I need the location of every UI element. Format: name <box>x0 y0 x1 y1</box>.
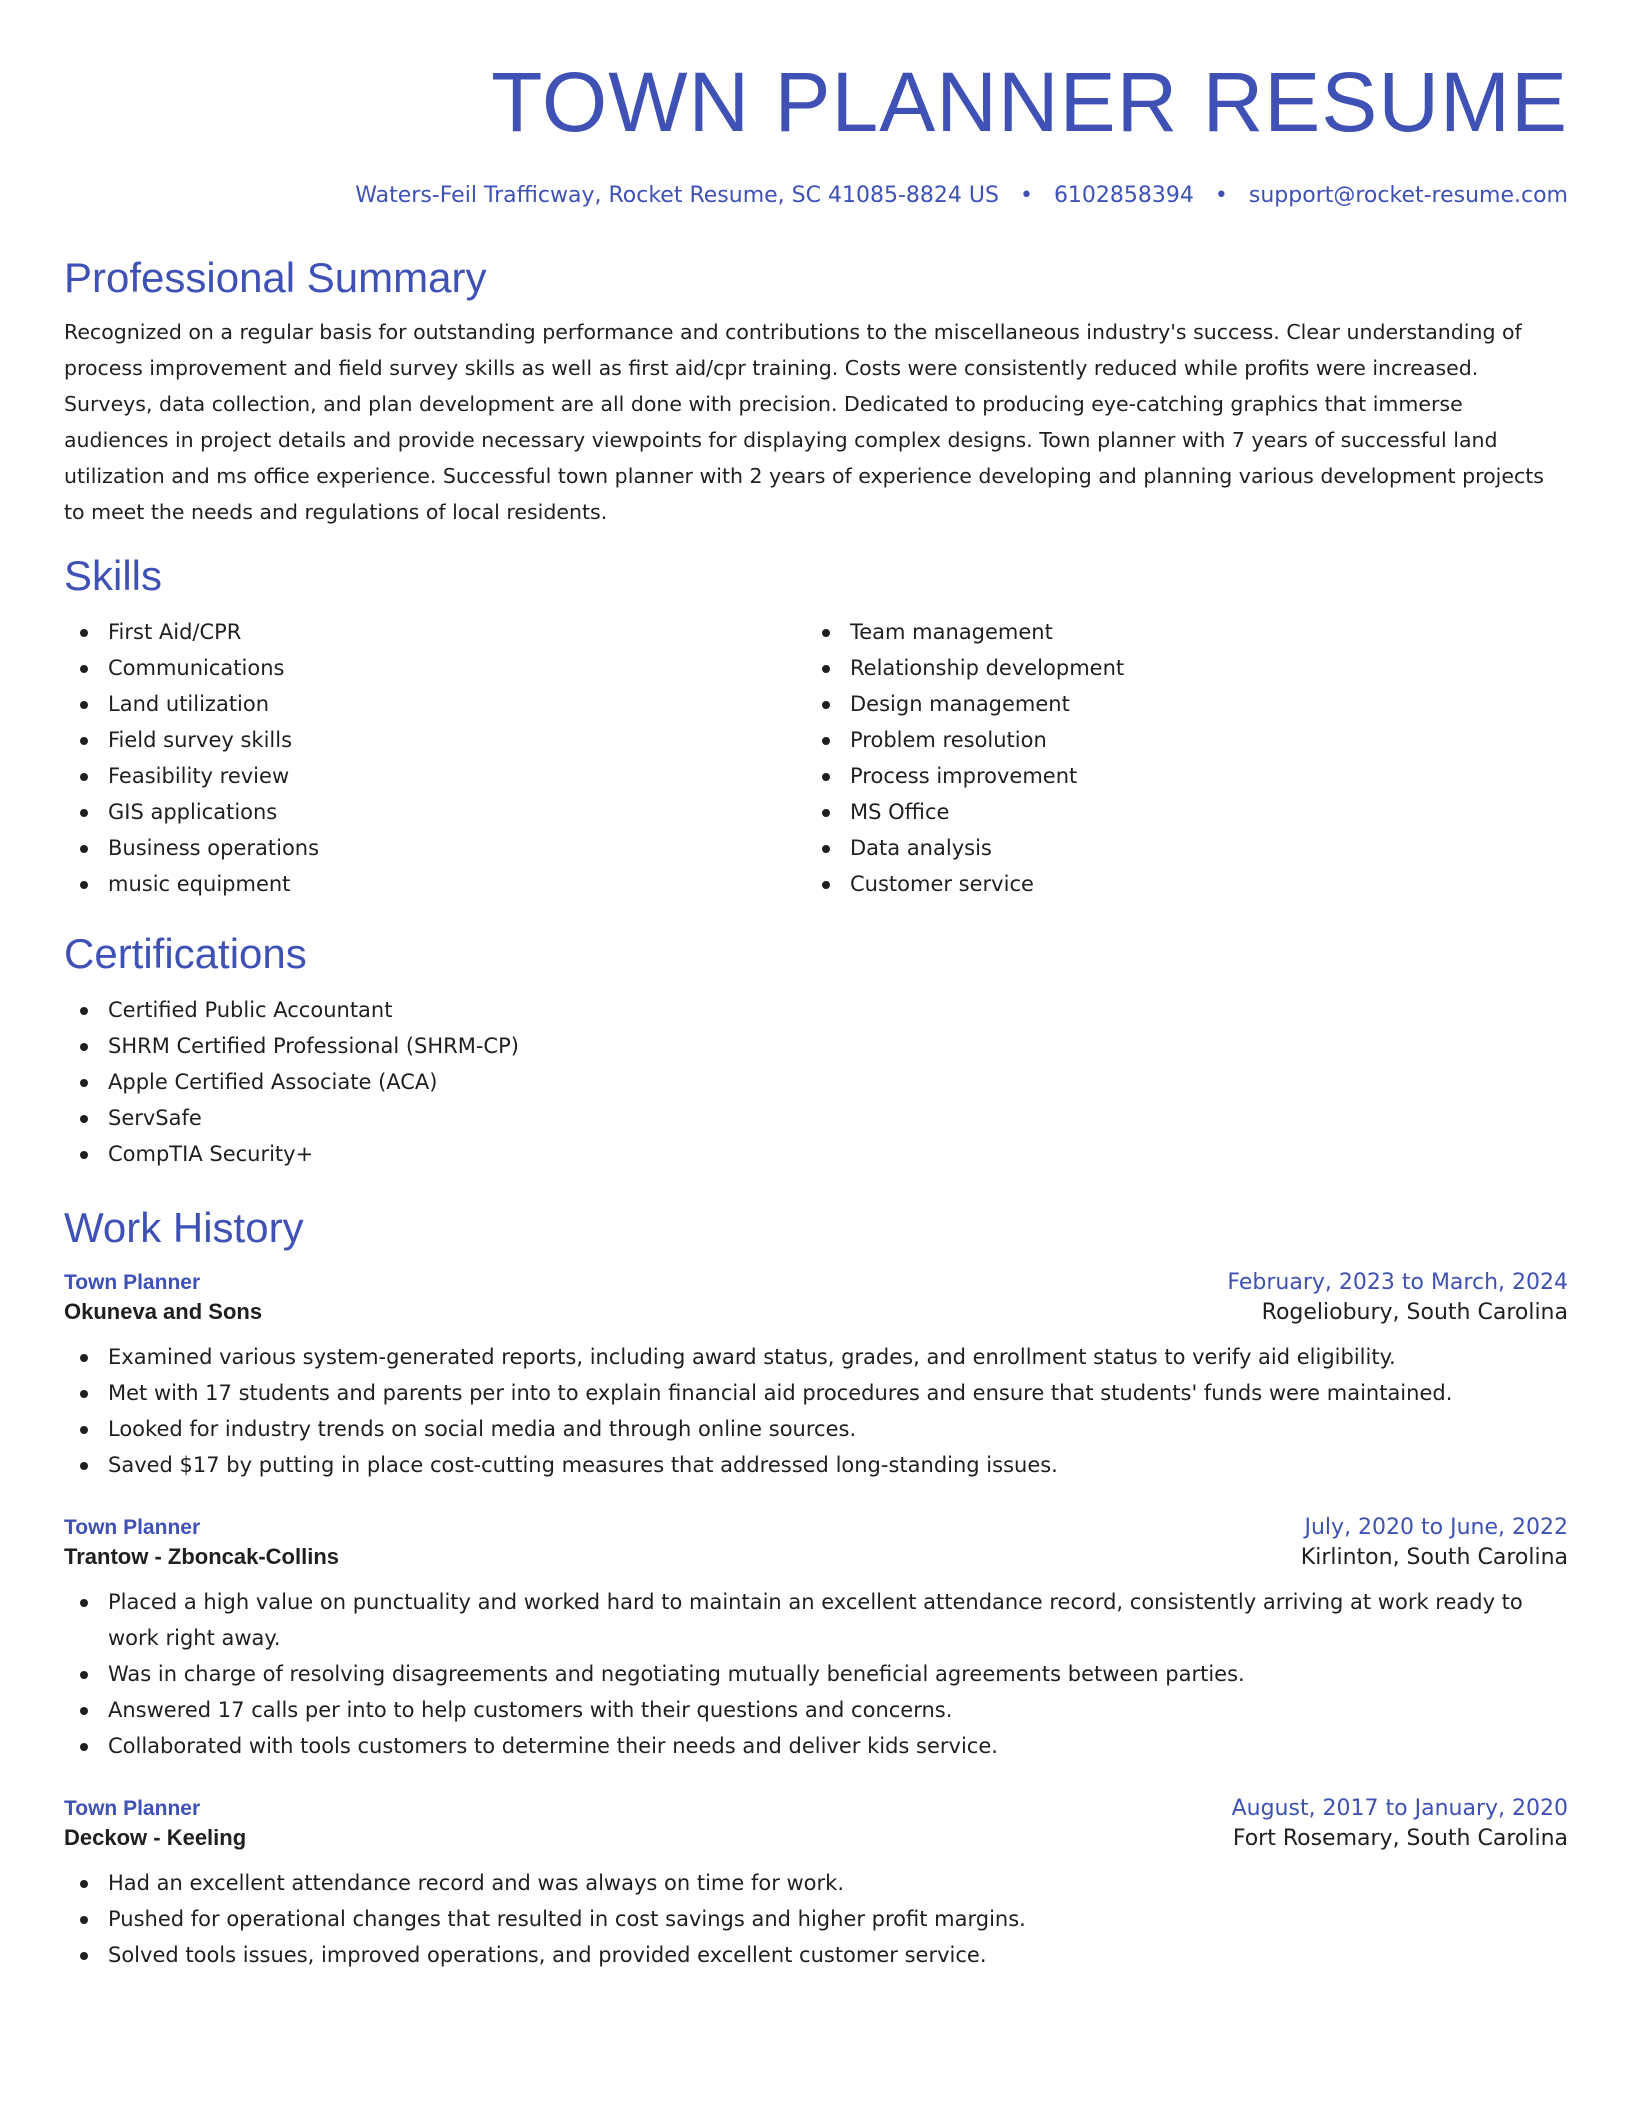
job-location: Fort Rosemary, South Carolina <box>1232 1826 1568 1851</box>
job-dates: February, 2023 to March, 2024 <box>1227 1270 1568 1295</box>
job-location: Kirlinton, South Carolina <box>1300 1545 1568 1570</box>
skill-item: Business operations <box>64 830 806 866</box>
contact-separator: • <box>1019 183 1033 208</box>
skill-item: Data analysis <box>806 830 1548 866</box>
job-title: Town Planner <box>64 1271 201 1294</box>
skills-list <box>64 614 1568 902</box>
skill-item: music equipment <box>64 866 806 902</box>
job-duty: Pushed for operational changes that resulted in cost savings and higher profit margins. <box>64 1901 1568 1937</box>
contact-address: Waters-Feil Trafficway, Rocket Resume, SC 41085-8824 US <box>355 183 999 208</box>
skill-item: Customer service <box>806 866 1548 902</box>
certification-item: Certified Public Accountant <box>64 992 1568 1028</box>
skill-item: Land utilization <box>64 686 806 722</box>
job-duty: Collaborated with tools customers to determine their needs and deliver kids service. <box>64 1728 1568 1764</box>
skill-item: Problem resolution <box>806 722 1548 758</box>
skills-column-right <box>806 614 1548 902</box>
job-entry <box>64 1515 1568 1764</box>
job-duty: Met with 17 students and parents per into to explain financial aid procedures and ensure that students' funds were maintained. <box>64 1375 1568 1411</box>
skill-item: Relationship development <box>806 650 1548 686</box>
job-title: Town Planner <box>64 1516 201 1539</box>
job-duty: Examined various system-generated reports, including award status, grades, and enrollment status to verify aid eligibility. <box>64 1339 1568 1375</box>
skill-item: Process improvement <box>806 758 1548 794</box>
certification-item: Apple Certified Associate (ACA) <box>64 1064 1568 1100</box>
job-company: Deckow - Keeling <box>64 1825 247 1850</box>
skill-item: Feasibility review <box>64 758 806 794</box>
job-title: Town Planner <box>64 1797 201 1820</box>
summary-text: Recognized on a regular basis for outstanding performance and contributions to the miscellaneous industry's success. Clear understanding of process improvement and field survey skills as well as first aid/cpr training. Costs were consistently reduced while profits were increased. Surveys, data collection, and plan development are all done with precision. Dedicated to producing eye-catching graphics that immerse audiences in project details and provide necessary viewpoints for displaying complex designs. Town planner with 7 years of successful land utilization and ms office experience. Successful town planner with 2 years of experience developing and planning various development projects to meet the needs and regulations of local residents. <box>64 320 1544 524</box>
job-dates: July, 2020 to June, 2022 <box>1304 1515 1568 1540</box>
job-duty: Saved $17 by putting in place cost-cutting measures that addressed long-standing issues. <box>64 1447 1568 1483</box>
job-duty: Was in charge of resolving disagreements and negotiating mutually beneficial agreements between parties. <box>64 1656 1568 1692</box>
job-duties <box>64 1865 1568 1973</box>
contact-line <box>64 180 1568 212</box>
certifications-heading: Certifications <box>64 930 307 977</box>
job-location: Rogeliobury, South Carolina <box>1261 1300 1568 1325</box>
contact-separator: • <box>1214 183 1228 208</box>
job-duty: Placed a high value on punctuality and worked hard to maintain an excellent attendance record, consistently arriving at work ready to work right away. <box>64 1584 1568 1656</box>
skill-item: Communications <box>64 650 806 686</box>
certification-item: SHRM Certified Professional (SHRM-CP) <box>64 1028 1568 1064</box>
certifications-list <box>64 992 1568 1172</box>
job-duty: Answered 17 calls per into to help customers with their questions and concerns. <box>64 1692 1568 1728</box>
work-history-heading: Work History <box>64 1204 304 1251</box>
job-entry <box>64 1270 1568 1483</box>
skill-item: Design management <box>806 686 1548 722</box>
summary-heading: Professional Summary <box>64 254 487 301</box>
job-company: Okuneva and Sons <box>64 1299 263 1324</box>
contact-phone: 6102858394 <box>1053 183 1194 208</box>
job-duty: Looked for industry trends on social media and through online sources. <box>64 1411 1568 1447</box>
job-duty: Solved tools issues, improved operations, and provided excellent customer service. <box>64 1937 1568 1973</box>
contact-email: support@rocket-resume.com <box>1248 183 1568 208</box>
resume-title: TOWN PLANNER RESUME <box>491 55 1568 149</box>
job-dates: August, 2017 to January, 2020 <box>1231 1796 1568 1821</box>
certification-item: CompTIA Security+ <box>64 1136 1568 1172</box>
job-duties <box>64 1339 1568 1483</box>
skills-column-left <box>64 614 806 902</box>
job-entry <box>64 1796 1568 1973</box>
certification-item: ServSafe <box>64 1100 1568 1136</box>
skills-heading: Skills <box>64 552 163 599</box>
resume-page <box>64 0 1568 1973</box>
skill-item: GIS applications <box>64 794 806 830</box>
job-duties <box>64 1584 1568 1764</box>
skill-item: Team management <box>806 614 1548 650</box>
skill-item: Field survey skills <box>64 722 806 758</box>
skill-item: MS Office <box>806 794 1548 830</box>
job-duty: Had an excellent attendance record and was always on time for work. <box>64 1865 1568 1901</box>
job-company: Trantow - Zboncak-Collins <box>64 1544 340 1569</box>
skill-item: First Aid/CPR <box>64 614 806 650</box>
